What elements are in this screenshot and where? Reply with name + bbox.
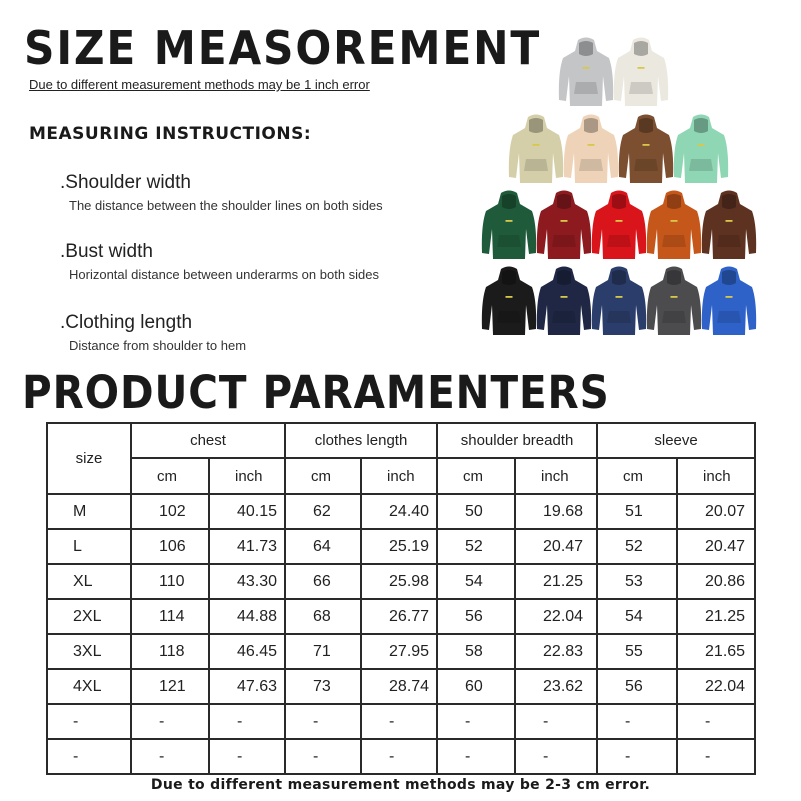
value-cell: 46.45: [209, 634, 285, 669]
unit-header: inch: [515, 458, 597, 494]
table-row: [47, 529, 755, 564]
hoodie-icon: [645, 265, 703, 337]
value-cell: 52: [437, 529, 515, 564]
value-cell: 118: [131, 634, 209, 669]
value-cell: 22.04: [677, 669, 755, 704]
value-cell: 52: [597, 529, 677, 564]
value-cell: 58: [437, 634, 515, 669]
hoodie-color-swatch: [535, 265, 593, 337]
unit-header: inch: [677, 458, 755, 494]
value-cell: 71: [285, 634, 361, 669]
measurement-error-note: Due to different measurement methods may be 1 inch error: [29, 77, 370, 92]
table-row: [47, 599, 755, 634]
hoodie-icon: [672, 113, 730, 185]
clothes-length-group-header: clothes length: [285, 423, 437, 458]
value-cell: 24.40: [361, 494, 437, 529]
hoodie-icon: [645, 189, 703, 261]
size-cell: 4XL: [47, 669, 131, 704]
hoodie-color-swatch: [557, 36, 615, 108]
value-cell: 121: [131, 669, 209, 704]
unit-header: inch: [209, 458, 285, 494]
instruction-bust-width: [60, 241, 379, 282]
footer-error-note: Due to different measurement methods may be 2-3 cm error.: [150, 777, 651, 793]
table-row: [47, 634, 755, 669]
value-cell: 53: [597, 564, 677, 599]
value-cell: -: [677, 704, 755, 739]
value-cell: -: [361, 739, 437, 774]
table-row: [47, 669, 755, 704]
value-cell: -: [597, 704, 677, 739]
hoodie-color-swatch: [590, 189, 648, 261]
size-cell: 3XL: [47, 634, 131, 669]
value-cell: 44.88: [209, 599, 285, 634]
value-cell: 25.19: [361, 529, 437, 564]
instruction-description: Distance from shoulder to hem: [69, 338, 247, 353]
value-cell: 56: [437, 599, 515, 634]
size-cell: 2XL: [47, 599, 131, 634]
hoodie-icon: [480, 265, 538, 337]
value-cell: 20.86: [677, 564, 755, 599]
unit-header: cm: [285, 458, 361, 494]
hoodie-color-swatch: [700, 265, 758, 337]
value-cell: 110: [131, 564, 209, 599]
value-cell: 51: [597, 494, 677, 529]
unit-header: cm: [597, 458, 677, 494]
hoodie-icon: [535, 265, 593, 337]
instruction-name: .Clothing length: [60, 312, 193, 333]
shoulder-breadth-group-header: shoulder breadth: [437, 423, 597, 458]
value-cell: 43.30: [209, 564, 285, 599]
value-cell: -: [131, 739, 209, 774]
value-cell: 68: [285, 599, 361, 634]
hoodie-icon: [612, 36, 670, 108]
value-cell: 19.68: [515, 494, 597, 529]
value-cell: 21.25: [677, 599, 755, 634]
value-cell: -: [515, 704, 597, 739]
hoodie-color-swatch: [480, 189, 538, 261]
value-cell: 106: [131, 529, 209, 564]
value-cell: 47.63: [209, 669, 285, 704]
table-row: [47, 704, 755, 739]
hoodie-icon: [535, 189, 593, 261]
value-cell: 73: [285, 669, 361, 704]
value-cell: 66: [285, 564, 361, 599]
size-cell: M: [47, 494, 131, 529]
value-cell: 62: [285, 494, 361, 529]
instruction-name: .Shoulder width: [60, 172, 191, 193]
hoodie-color-swatch: [480, 265, 538, 337]
unit-header: cm: [131, 458, 209, 494]
value-cell: 26.77: [361, 599, 437, 634]
value-cell: 21.65: [677, 634, 755, 669]
table-row: [47, 739, 755, 774]
hoodie-icon: [557, 36, 615, 108]
value-cell: 27.95: [361, 634, 437, 669]
value-cell: 54: [597, 599, 677, 634]
size-cell: -: [47, 739, 131, 774]
unit-header: inch: [361, 458, 437, 494]
hoodie-icon: [562, 113, 620, 185]
value-cell: 64: [285, 529, 361, 564]
unit-header: cm: [437, 458, 515, 494]
hoodie-color-swatch: [612, 36, 670, 108]
chest-group-header: chest: [131, 423, 285, 458]
value-cell: 20.47: [677, 529, 755, 564]
value-cell: 56: [597, 669, 677, 704]
value-cell: 54: [437, 564, 515, 599]
value-cell: -: [209, 704, 285, 739]
value-cell: 114: [131, 599, 209, 634]
value-cell: 22.83: [515, 634, 597, 669]
value-cell: -: [597, 739, 677, 774]
size-column-header: size: [47, 423, 131, 494]
instruction-description: The distance between the shoulder lines on both sides: [69, 198, 383, 213]
table-row: [47, 564, 755, 599]
value-cell: -: [677, 739, 755, 774]
hoodie-icon: [590, 189, 648, 261]
value-cell: 22.04: [515, 599, 597, 634]
value-cell: 55: [597, 634, 677, 669]
hoodie-color-swatch: [507, 113, 565, 185]
value-cell: 50: [437, 494, 515, 529]
table-row: [47, 494, 755, 529]
size-chart-table: [46, 422, 756, 775]
hoodie-icon: [617, 113, 675, 185]
value-cell: 41.73: [209, 529, 285, 564]
hoodie-icon: [480, 189, 538, 261]
value-cell: -: [437, 704, 515, 739]
product-parameters-title: PRODUCT PARAMENTERS: [22, 366, 610, 419]
value-cell: -: [131, 704, 209, 739]
instruction-name: .Bust width: [60, 241, 153, 262]
value-cell: 21.25: [515, 564, 597, 599]
value-cell: -: [285, 704, 361, 739]
value-cell: 20.07: [677, 494, 755, 529]
value-cell: -: [361, 704, 437, 739]
size-cell: XL: [47, 564, 131, 599]
hoodie-icon: [700, 265, 758, 337]
value-cell: 25.98: [361, 564, 437, 599]
value-cell: -: [209, 739, 285, 774]
sleeve-group-header: sleeve: [597, 423, 755, 458]
value-cell: 20.47: [515, 529, 597, 564]
value-cell: 60: [437, 669, 515, 704]
hoodie-color-swatch: [535, 189, 593, 261]
value-cell: -: [515, 739, 597, 774]
hoodie-color-swatch: [617, 113, 675, 185]
instruction-clothing-length: [60, 312, 246, 353]
value-cell: 23.62: [515, 669, 597, 704]
value-cell: 40.15: [209, 494, 285, 529]
instruction-shoulder-width: [60, 172, 383, 213]
hoodie-icon: [700, 189, 758, 261]
size-measurement-title: SIZE MEASOREMENT: [24, 21, 542, 75]
size-cell: L: [47, 529, 131, 564]
hoodie-color-swatch: [562, 113, 620, 185]
size-cell: -: [47, 704, 131, 739]
hoodie-color-swatch: [645, 265, 703, 337]
hoodie-icon: [507, 113, 565, 185]
value-cell: 102: [131, 494, 209, 529]
hoodie-color-swatch: [590, 265, 648, 337]
hoodie-color-swatch: [645, 189, 703, 261]
hoodie-color-swatch: [700, 189, 758, 261]
measuring-instructions-heading: MEASURING INSTRUCTIONS:: [29, 124, 312, 144]
instruction-description: Horizontal distance between underarms on both sides: [69, 267, 380, 282]
value-cell: 28.74: [361, 669, 437, 704]
hoodie-icon: [590, 265, 648, 337]
value-cell: -: [285, 739, 361, 774]
value-cell: -: [437, 739, 515, 774]
hoodie-color-swatch: [672, 113, 730, 185]
